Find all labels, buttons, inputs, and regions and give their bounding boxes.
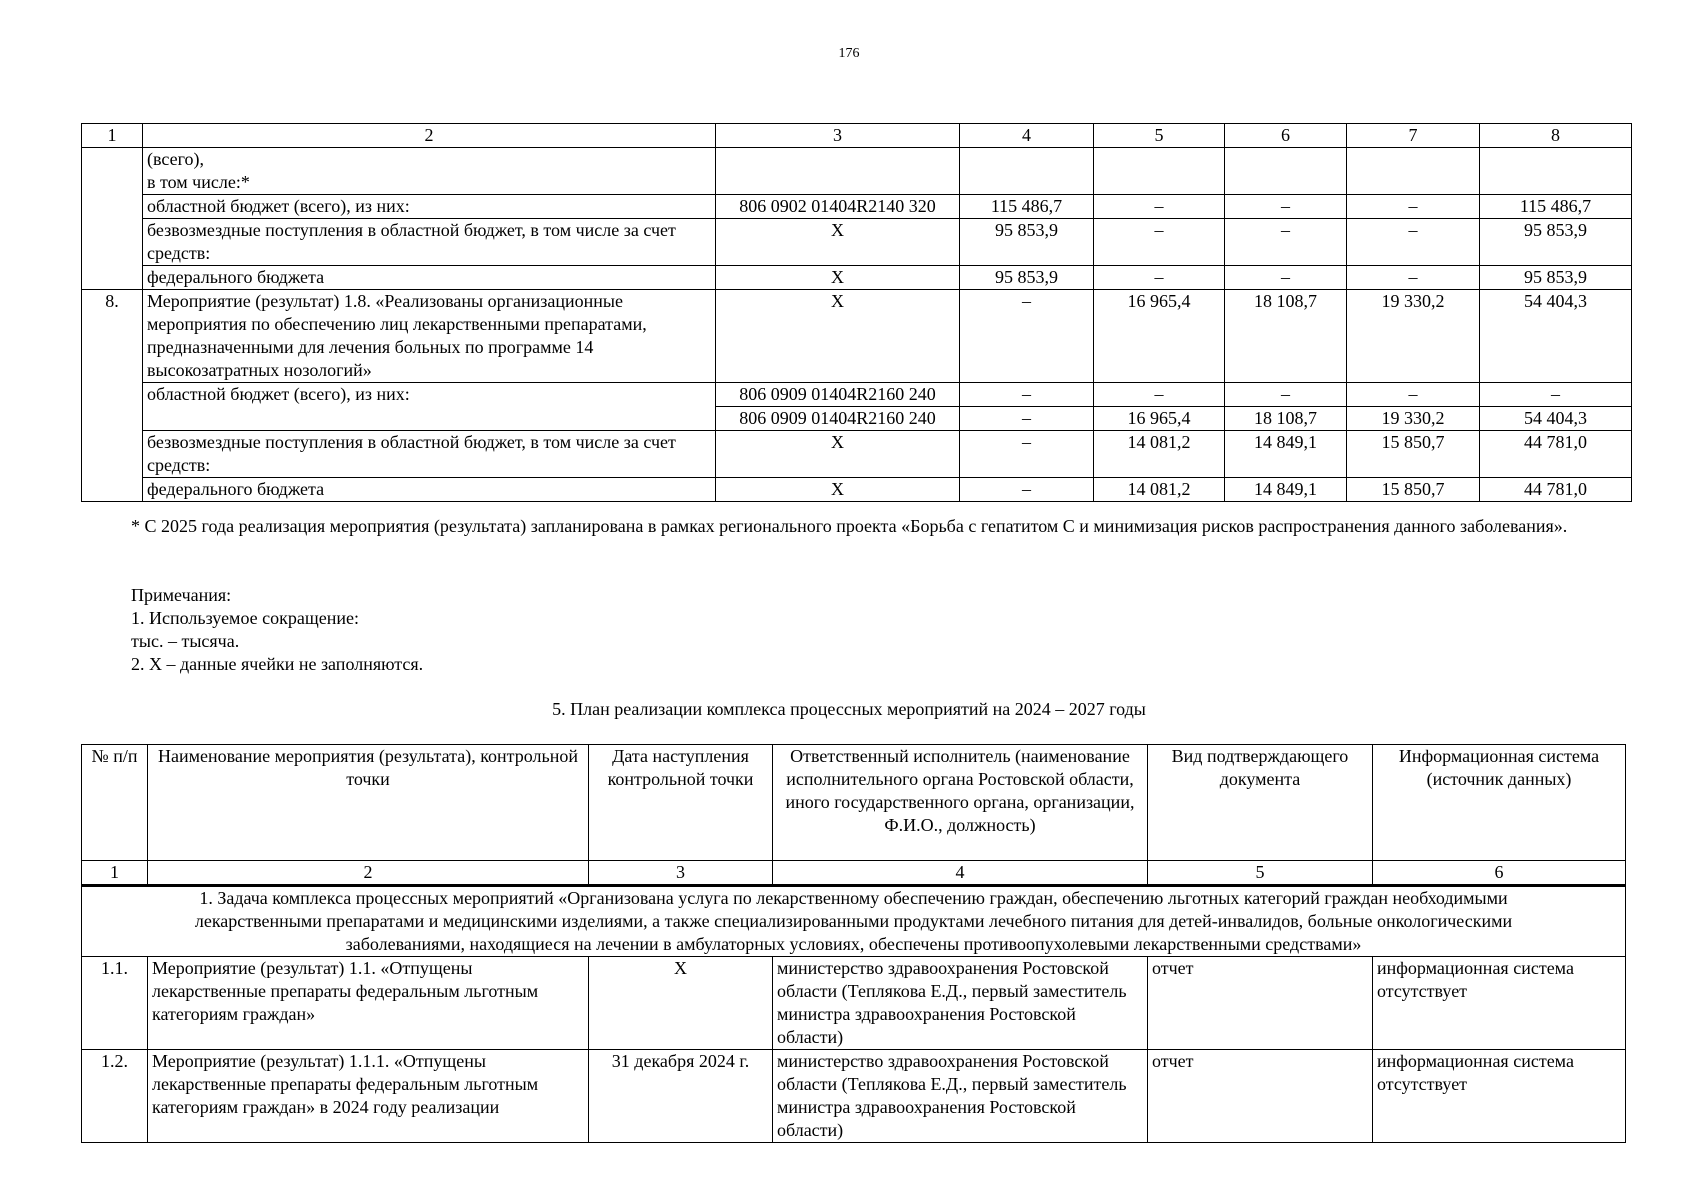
col-number-1: 1 xyxy=(82,124,143,148)
section-title: 5. План реализации комплекса процессных мероприятий на 2024 – 2027 годы xyxy=(552,699,1146,719)
table-row: федерального бюджета X – 14 081,2 14 849,1 15 850,7 44 781,0 xyxy=(82,478,1632,502)
control-date: 31 декабря 2024 г. xyxy=(589,1050,773,1143)
header-system: Информационная система (источник данных) xyxy=(1373,745,1626,861)
col-number-6: 6 xyxy=(1225,124,1347,148)
budget-code: X xyxy=(716,290,960,383)
notes-title: Примечания: xyxy=(131,585,232,605)
table-row: безвозмездные поступления в областной бюджет, в том числе за счет средств: X – 14 081,2 14 849,1 15 850,7 44 781,0 xyxy=(82,431,1632,478)
header-date: Дата наступления контрольной точки xyxy=(589,745,773,861)
activity-name: Мероприятие (результат) 1.1. «Отпущены лекарственные препараты федеральным льготным категориям граждан» xyxy=(148,957,589,1050)
table-row: федерального бюджета X 95 853,9 – – – 95 853,9 xyxy=(82,266,1632,290)
table-row xyxy=(82,957,1626,1050)
header-executor: Ответственный исполнитель (наименование исполнительного органа Ростовской области, иного государственного органа, организации, Ф.И.О., должность) xyxy=(773,745,1148,861)
footnote: * С 2025 года реализация мероприятия (результата) запланирована в рамках регионального проекта «Борьба с гепатитом С и минимизация рисков распространения данного заболевания». xyxy=(131,516,1568,536)
budget-code: X xyxy=(716,219,960,266)
col-number-5: 5 xyxy=(1094,124,1225,148)
col-number-2: 2 xyxy=(143,124,716,148)
item-title: Мероприятие (результат) 1.8. «Реализованы организационные мероприятия по обеспечению лиц лекарственными препаратами, предназначенными для лечения больных по программе 14 высокозатратных нозологий» xyxy=(143,290,716,383)
header-document: Вид подтверждающего документа xyxy=(1148,745,1373,861)
col-number-3: 3 xyxy=(716,124,960,148)
col-number-4: 4 xyxy=(960,124,1094,148)
table2-column-numbers: 1 2 3 4 5 6 xyxy=(82,861,1626,886)
row-label: федерального бюджета xyxy=(143,266,716,290)
note-item: тыс. – тысяча. xyxy=(131,631,240,651)
financing-table xyxy=(81,123,1632,502)
table2-header-row xyxy=(82,745,1626,861)
table1-header-row xyxy=(82,124,1632,148)
col-number-7: 7 xyxy=(1347,124,1480,148)
page-number: 176 xyxy=(838,46,860,61)
document-type: отчет xyxy=(1148,1050,1373,1143)
note-item: 2. X – данные ячейки не заполняются. xyxy=(131,654,424,674)
empty-number-cell xyxy=(82,148,143,290)
table-row xyxy=(82,148,1632,195)
budget-code: X xyxy=(716,266,960,290)
row-label: безвозмездные поступления в областной бюджет, в том числе за счет средств: xyxy=(143,431,716,478)
executor: министерство здравоохранения Ростовской области (Теплякова Е.Д., первый заместитель министра здравоохранения Ростовской области) xyxy=(773,957,1148,1050)
executor: министерство здравоохранения Ростовской области (Теплякова Е.Д., первый заместитель министра здравоохранения Ростовской области) xyxy=(773,1050,1148,1143)
plan-table xyxy=(81,744,1626,1143)
item-number: 8. xyxy=(82,290,143,502)
task-description: 1. Задача комплекса процессных мероприятий «Организована услуга по лекарственному обеспечению граждан, обеспечению льготных категорий граждан необходимыми лекарственными препаратами и медицинскими изделиями, а также специализированными продуктами лечебного питания для детей-инвалидов, больные онкологическими заболеваниями, находящиеся на лечении в амбулаторных условиях, обеспечены противоопухолевыми лекарственными средствами» xyxy=(82,886,1626,957)
table-row: 806 0909 01404R2160 240 – 16 965,4 18 108,7 19 330,2 54 404,3 xyxy=(82,407,1632,431)
table-row: областной бюджет (всего), из них: 806 0909 01404R2160 240 – – – – – xyxy=(82,383,1632,407)
col-number-8: 8 xyxy=(1480,124,1632,148)
table-row: безвозмездные поступления в областной бюджет, в том числе за счет средств: X 95 853,9 – – – 95 853,9 xyxy=(82,219,1632,266)
table-row: 8. Мероприятие (результат) 1.8. «Реализованы организационные мероприятия по обеспечению лиц лекарственными препаратами, предназначенными для лечения больных по программе 14 высокозатратных нозологий» X – 16 965,4 18 108,7 19 330,2 54 404,3 xyxy=(82,290,1632,383)
row-label: федерального бюджета xyxy=(143,478,716,502)
task-row xyxy=(82,886,1626,957)
info-system: информационная система отсутствует xyxy=(1373,957,1626,1050)
control-date: X xyxy=(589,957,773,1050)
header-name: Наименование мероприятия (результата), контрольной точки xyxy=(148,745,589,861)
table-row: областной бюджет (всего), из них: 806 0902 01404R2140 320 115 486,7 – – – 115 486,7 xyxy=(82,195,1632,219)
row-number: 1.1. xyxy=(82,957,148,1050)
budget-code: 806 0909 01404R2160 240 xyxy=(716,407,960,431)
table-row xyxy=(82,1050,1626,1143)
note-item: 1. Используемое сокращение: xyxy=(131,608,359,628)
notes xyxy=(131,584,423,676)
continued-label: (всего), в том числе:* xyxy=(143,148,716,195)
info-system: информационная система отсутствует xyxy=(1373,1050,1626,1143)
budget-code: 806 0902 01404R2140 320 xyxy=(716,195,960,219)
budget-code: X xyxy=(716,431,960,478)
budget-code: 806 0909 01404R2160 240 xyxy=(716,383,960,407)
row-label: безвозмездные поступления в областной бюджет, в том числе за счет средств: xyxy=(143,219,716,266)
document-type: отчет xyxy=(1148,957,1373,1050)
header-number: № п/п xyxy=(82,745,148,861)
row-label: областной бюджет (всего), из них: xyxy=(143,383,716,431)
row-label: областной бюджет (всего), из них: xyxy=(143,195,716,219)
activity-name: Мероприятие (результат) 1.1.1. «Отпущены лекарственные препараты федеральным льготным категориям граждан» в 2024 году реализации xyxy=(148,1050,589,1143)
row-number: 1.2. xyxy=(82,1050,148,1143)
budget-code: X xyxy=(716,478,960,502)
